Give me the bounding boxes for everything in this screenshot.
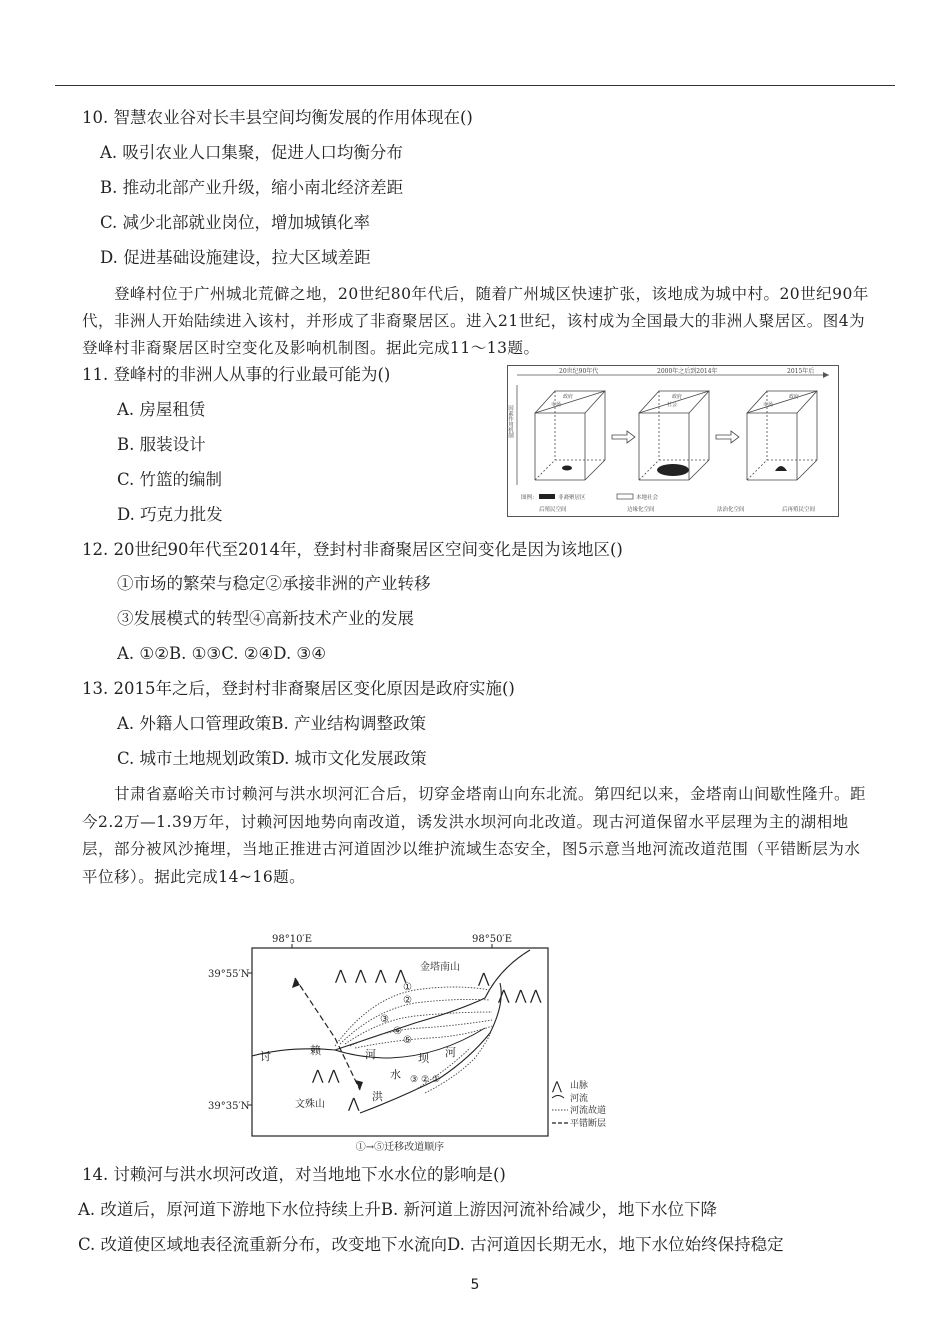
- q14-line-1: A. 改道后，原河道下游地下水位持续上升B. 新河道上游因河流补给减少，地下水位下降: [78, 1200, 718, 1219]
- svg-text:本地社会: 本地社会: [636, 495, 659, 501]
- svg-text:法治化空间: 法治化空间: [717, 507, 745, 513]
- svg-text:③: ③: [410, 1075, 419, 1085]
- fig5-caption: ①→⑤迁移改道顺序: [355, 1142, 445, 1153]
- q13-stem: 13. 2015年之后，登封村非裔聚居区变化原因是政府实施(): [82, 679, 515, 698]
- svg-text:③: ③: [380, 1014, 389, 1025]
- q12-line-2: ③发展模式的转型④高新技术产业的发展: [117, 609, 414, 628]
- svg-text:平错断层: 平错断层: [570, 1119, 607, 1129]
- q11-option-b: B. 服装设计: [117, 435, 206, 454]
- passage-2: 甘肃省嘉峪关市讨赖河与洪水坝河汇合后，切穿金塔南山向东北流。第四纪以来，金塔南山间歇性隆升。距今2.2万—1.39万年，讨赖河因地势向南改道，诱发洪水坝河向北改道。现古河道保留水平层理为主的湖相地层，部分被风沙掩埋，当地正推进古河道固沙以维护流域生态安全，图5示意当地河流改道范围（平错断层为水平位移）。据此完成14~16题。: [82, 785, 867, 886]
- lat-39-55: 39°55′N: [208, 969, 250, 980]
- svg-text:⋀: ⋀: [498, 988, 510, 1004]
- q13-line-2: C. 城市土地规划政策D. 城市文化发展政策: [117, 749, 427, 768]
- q11-option-c: C. 竹篮的编制: [117, 470, 223, 489]
- svg-text:后再殖民空间: 后再殖民空间: [782, 507, 816, 513]
- q13-line-1: A. 外籍人口管理政策B. 产业结构调整政策: [117, 714, 427, 733]
- svg-text:②: ②: [421, 1075, 430, 1085]
- period-2: 2000年之后到2014年: [657, 368, 718, 375]
- svg-text:⋀: ⋀: [395, 968, 407, 984]
- svg-text:后殖民空间: 后殖民空间: [539, 507, 567, 513]
- q14-line-2: C. 改道使区域地表径流重新分布，改变地下水流向D. 古河道因长期无水，地下水位始终保持稳定: [78, 1235, 784, 1254]
- figure-4: [507, 365, 839, 517]
- svg-text:政府: 政府: [563, 394, 574, 400]
- svg-text:洪: 洪: [372, 1090, 383, 1103]
- svg-text:河流: 河流: [570, 1094, 589, 1104]
- svg-text:政府: 政府: [672, 394, 683, 400]
- lon-98-10: 98°10′E: [271, 934, 313, 945]
- q10-option-b: B. 推动北部产业升级，缩小南北经济差距: [100, 178, 404, 197]
- q12-line-1: ①市场的繁荣与稳定②承接非洲的产业转移: [117, 574, 431, 593]
- q12-stem: 12. 20世纪90年代至2014年，登封村非裔聚居区空间变化是因为该地区(): [82, 540, 623, 559]
- passage-1: 登峰村位于广州城北荒僻之地，20世纪80年代后，随着广州城区快速扩张，该地成为城中村。20世纪90年代，非洲人开始陆续进入该村，并形成了非裔聚居区。进入21世纪，该村成为全国最大的非洲人聚居区。图4为登峰村非裔聚居区时空变化及影响机制图。据此完成11～13题。: [82, 285, 869, 357]
- header-rule: [55, 85, 895, 86]
- q12-answers: A. ①②B. ①③C. ②④D. ③④: [117, 644, 327, 663]
- svg-text:水: 水: [390, 1068, 401, 1081]
- q11-stem: 11. 登峰村的非洲人从事的行业最可能为(): [82, 365, 391, 384]
- svg-text:⋀: ⋀: [355, 968, 367, 984]
- svg-text:⋀: ⋀: [530, 988, 542, 1004]
- svg-text:坝: 坝: [418, 1052, 429, 1065]
- svg-text:讨: 讨: [260, 1050, 271, 1063]
- svg-text:②: ②: [403, 995, 412, 1006]
- svg-text:⋀: ⋀: [478, 971, 490, 987]
- mountain-wenshu: 文殊山: [295, 1099, 325, 1110]
- svg-text:⑤: ⑤: [403, 1035, 412, 1046]
- svg-text:边缘化空间: 边缘化空间: [627, 507, 655, 513]
- mountains: [311, 968, 542, 1112]
- svg-text:⋀: ⋀: [375, 968, 387, 984]
- svg-text:河: 河: [365, 1048, 376, 1061]
- svg-text:⋀: ⋀: [515, 988, 527, 1004]
- svg-text:⋀: ⋀: [348, 1096, 360, 1112]
- svg-text:①: ①: [403, 982, 412, 993]
- tailai-river: [252, 950, 530, 1056]
- q11-option-a: A. 房屋租赁: [117, 400, 206, 419]
- q10-stem: 10. 智慧农业谷对长丰县空间均衡发展的作用体现在(): [82, 108, 473, 127]
- q14-stem: 14. 讨赖河与洪水坝河改道，对当地地下水水位的影响是(): [82, 1165, 506, 1184]
- period-3: 2015年后: [787, 368, 815, 375]
- q11-option-d: D. 巧克力批发: [117, 505, 223, 524]
- svg-text:①: ①: [432, 1075, 441, 1085]
- svg-text:图例：: 图例：: [521, 495, 538, 501]
- svg-text:⋀: ⋀: [552, 1079, 562, 1093]
- q10-option-d: D. 促进基础设施建设，拉大区域差距: [100, 248, 371, 267]
- svg-text:政府: 政府: [789, 394, 800, 400]
- svg-text:市场: 市场: [763, 402, 774, 408]
- svg-text:山脉: 山脉: [570, 1081, 589, 1091]
- svg-text:非裔聚居区: 非裔聚居区: [558, 495, 586, 501]
- svg-text:⋀: ⋀: [312, 1068, 324, 1084]
- svg-text:⋀: ⋀: [328, 1068, 340, 1084]
- lon-98-50: 98°50′E: [471, 934, 513, 945]
- svg-text:河: 河: [445, 1046, 456, 1059]
- q10-option-c: C. 减少北部就业岗位，增加城镇化率: [100, 213, 371, 232]
- y-axis-label: 因素作用机制: [507, 405, 513, 438]
- svg-text:④: ④: [393, 1026, 402, 1037]
- figure-5: [200, 928, 640, 1156]
- page-number: 5: [470, 1277, 480, 1293]
- q10-option-a: A. 吸引农业人口集聚，促进人口均衡分布: [100, 143, 403, 162]
- svg-text:社会: 社会: [667, 402, 678, 408]
- mountain-jinta: 金塔南山: [420, 962, 460, 973]
- svg-text:市场: 市场: [551, 402, 562, 408]
- svg-text:河流故道: 河流故道: [570, 1106, 607, 1116]
- svg-text:赖: 赖: [310, 1044, 321, 1057]
- lat-39-35: 39°35′N: [208, 1101, 250, 1112]
- svg-text:⋀: ⋀: [335, 968, 347, 984]
- period-1: 20世纪90年代: [559, 368, 599, 375]
